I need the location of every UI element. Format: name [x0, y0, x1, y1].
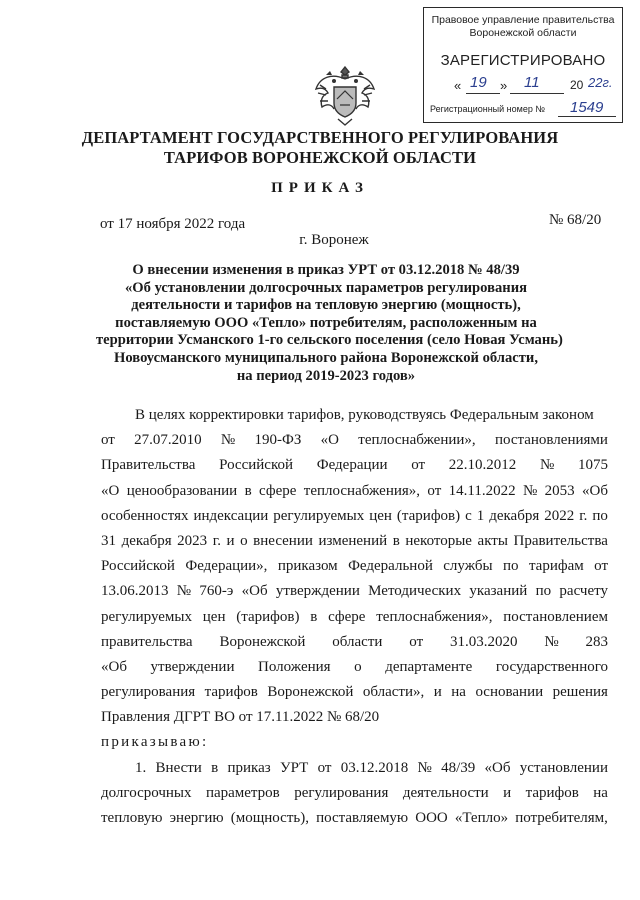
body-word: Правительства — [513, 532, 608, 549]
department-title — [0, 128, 640, 168]
body-word: о — [240, 532, 248, 549]
stamp-date-year-prefix: 20 — [570, 78, 584, 92]
body-line — [101, 680, 608, 705]
body-word: «Об — [241, 583, 268, 600]
department-title-line-1: ДЕПАРТАМЕНТ ГОСУДАРСТВЕННОГО РЕГУЛИРОВАНИЯ — [81, 128, 559, 147]
subject-line: поставляемую ООО «Тепло» потребителям, расположенным на — [115, 314, 537, 331]
body-word: и — [433, 684, 442, 701]
body-word: теплоснабжения», — [303, 482, 421, 499]
body-word: 31 — [101, 532, 116, 549]
body-word: 760-э — [199, 583, 234, 600]
body-word: декабря — [121, 532, 172, 549]
stamp-date-close-quote: » — [500, 78, 508, 93]
body-word: с — [465, 507, 472, 524]
body-word: 190-ФЗ — [254, 432, 302, 449]
body-word: деятельности — [402, 784, 489, 801]
body-word: № — [176, 583, 192, 600]
body-word: параметров — [205, 784, 280, 801]
subject-line: О внесении изменения в приказ УРТ от 03.12.2018 № 48/39 — [132, 262, 520, 278]
body-word: 1 — [476, 507, 485, 524]
stamp-date-day: 19 — [470, 74, 487, 91]
body-line — [101, 504, 608, 529]
body-word: приказом — [277, 558, 338, 575]
body-word: Положения — [258, 658, 331, 675]
body-word: от — [101, 432, 115, 449]
body-word: «Об — [582, 482, 608, 499]
body-word: теплоснабжения», — [376, 608, 493, 625]
body-word: сфере — [259, 482, 297, 499]
body-word: на — [451, 684, 466, 701]
stamp-org-line-2: Воронежской области — [469, 27, 577, 39]
body-word: области», — [362, 684, 425, 701]
body-word: «Об — [484, 759, 511, 776]
body-word: утверждении — [150, 658, 235, 675]
body-word: Федерации — [316, 457, 388, 474]
body-word: 31.03.2020 — [449, 633, 518, 650]
body-word: от — [427, 482, 442, 499]
body-word: № — [522, 482, 538, 499]
body-word: внесении — [253, 532, 313, 549]
body-line — [101, 756, 608, 781]
body-line: Правления ДГРТ ВО от 17.11.2022 № 68/20 — [101, 709, 380, 726]
body-word: утверждении — [275, 583, 360, 600]
body-word: регулируемых — [101, 608, 192, 625]
body-word: поставляемую — [316, 810, 409, 826]
body-word: 1075 — [577, 457, 608, 474]
subject-line: «Об установлении долгосрочных параметров регулирования — [124, 279, 527, 296]
stamp-date-month: 11 — [524, 74, 540, 91]
body-word: сфере — [328, 608, 366, 625]
body-word: и — [226, 532, 235, 549]
body-word: особенностях — [101, 507, 189, 524]
body-word: г. — [579, 507, 588, 524]
body-word: 22.10.2012 — [448, 457, 517, 474]
body-word: Методических — [368, 583, 462, 600]
body-word: регулирования — [101, 684, 196, 701]
body-word: в — [211, 759, 219, 776]
body-line — [101, 605, 608, 630]
body-line — [101, 479, 608, 504]
body-word: правительства — [101, 633, 193, 650]
body-word: Российской — [219, 457, 294, 474]
body-word: некоторые — [405, 532, 472, 549]
body-line — [101, 655, 608, 680]
stamp-status: ЗАРЕГИСТРИРОВАНО — [440, 52, 606, 69]
order-number: № 68/20 — [549, 212, 602, 228]
stamp-organization — [424, 14, 622, 40]
body-word: основании — [475, 684, 544, 701]
body-word: № — [539, 457, 555, 474]
stamp-date — [424, 76, 624, 96]
stamp-reg-label: Регистрационный номер № — [430, 104, 546, 114]
body-word: в — [244, 482, 252, 499]
order-city: г. Воронеж — [299, 232, 369, 248]
body-line — [101, 781, 608, 806]
body-word: Федерации», — [185, 558, 268, 575]
body-line — [101, 806, 608, 831]
body-word: постановлениями — [494, 432, 608, 449]
body-word: долгосрочных — [101, 784, 192, 801]
body-word: УРТ — [279, 759, 309, 776]
body-word: «Об — [101, 658, 127, 675]
body-word: (тарифов) — [396, 507, 461, 524]
body-word: государственного — [495, 658, 608, 675]
body-word: указаний — [469, 583, 528, 600]
body-line — [101, 453, 608, 478]
body-word: изменений — [318, 532, 388, 549]
subject-line: Новоусманского муниципального района Воронежской области, — [114, 349, 538, 366]
body-word: постановлением — [503, 608, 608, 625]
body-line — [101, 554, 608, 579]
body-word: и — [503, 784, 512, 801]
body-word: 2053 — [544, 482, 575, 499]
body-word: декабря — [489, 507, 540, 524]
body-word: установлении — [519, 759, 608, 776]
body-word: теплоснабжении», — [358, 432, 476, 449]
body-line — [101, 630, 608, 655]
body-word: г. — [212, 532, 221, 549]
body-line — [101, 579, 608, 604]
body-word: 27.07.2010 — [134, 432, 202, 449]
body-word: 2022 — [544, 507, 575, 524]
order-subject — [96, 262, 563, 385]
body-word: 2023 — [177, 532, 208, 549]
body-word: 283 — [585, 633, 608, 650]
order-date: от 17 ноября 2022 года — [100, 216, 246, 232]
stamp-reg-number: 1549 — [570, 99, 604, 116]
body-word: «О — [320, 432, 340, 449]
stamp-date-day-line — [466, 93, 500, 94]
document-type: ПРИКАЗ — [271, 180, 369, 196]
body-word: от — [594, 558, 608, 575]
body-word: области — [332, 633, 383, 650]
body-word: потребителям, — [515, 810, 608, 826]
body-word: тарифов — [525, 784, 579, 801]
body-word: ценообразовании — [126, 482, 238, 499]
body-word: решения — [552, 684, 608, 701]
body-word: регулирования — [294, 784, 389, 801]
body-word: 14.11.2022 — [448, 482, 516, 499]
body-word: № — [417, 759, 432, 776]
body-word: № — [220, 432, 236, 449]
body-word: тарифам — [528, 558, 584, 575]
subject-line: территории Усманского 1-го сельского поселения (село Новая Усмань) — [96, 332, 563, 349]
body-word: Внести — [155, 759, 202, 776]
body-word: Воронежской — [219, 633, 306, 650]
stamp-date-month-line — [510, 93, 564, 94]
body-word: Российской — [101, 558, 175, 575]
body-line: В целях корректировки тарифов, руководствуясь Федеральным законом — [135, 407, 594, 423]
order-body — [101, 403, 608, 831]
body-word: ООО — [415, 810, 448, 826]
body-word: от — [317, 759, 332, 776]
body-word: 1. — [135, 759, 147, 776]
body-word: 13.06.2013 — [101, 583, 169, 600]
body-word: по — [535, 583, 552, 600]
body-word: от — [411, 457, 426, 474]
body-word: цен — [202, 608, 226, 625]
body-word: Федеральной — [348, 558, 433, 575]
body-word: Правительства — [101, 457, 196, 474]
body-word: приказ — [227, 759, 271, 776]
stamp-reg-line — [558, 116, 616, 117]
body-word: № — [544, 633, 559, 650]
body-word: 03.12.2018 — [340, 759, 409, 776]
stamp-registration — [430, 99, 620, 120]
order-directive: приказываю: — [101, 734, 209, 751]
body-word: энергию — [169, 810, 224, 826]
body-word: расчету — [559, 583, 608, 600]
stamp-date-open-quote: « — [454, 78, 462, 93]
body-word: на — [593, 784, 608, 801]
body-word: индексации — [193, 507, 269, 524]
body-word: в — [392, 532, 400, 549]
body-word: по — [503, 558, 519, 575]
body-word: «Тепло» — [454, 810, 509, 826]
stamp-date-year-suffix: 22г. — [588, 75, 613, 90]
body-word: акты — [477, 532, 508, 549]
body-word: службы — [443, 558, 493, 575]
body-word: (мощность), — [230, 810, 309, 826]
body-word: 48/39 — [441, 759, 476, 776]
body-word: тепловую — [101, 810, 163, 826]
body-word: Воронежской — [267, 684, 354, 701]
body-word: от — [409, 633, 424, 650]
coat-of-arms-icon — [312, 63, 378, 129]
department-title-line-2: ТАРИФОВ ВОРОНЕЖСКОЙ ОБЛАСТИ — [163, 148, 477, 167]
body-word: цен — [369, 507, 392, 524]
body-line — [101, 428, 608, 453]
body-line — [101, 529, 608, 554]
body-word: «О — [101, 482, 120, 499]
body-word: о — [354, 658, 362, 675]
registration-stamp — [423, 7, 623, 123]
body-word: регулируемых — [273, 507, 365, 524]
subject-line: на период 2019-2023 годов» — [236, 367, 416, 384]
body-word: департаменте — [385, 658, 473, 675]
body-word: тарифов — [204, 684, 258, 701]
stamp-org-line-1: Правовое управление правительства — [431, 14, 615, 26]
subject-line: деятельности и тарифов на тепловую энергию (мощность), — [131, 297, 521, 314]
body-word: в — [310, 608, 318, 625]
body-word: (тарифов) — [236, 608, 300, 625]
body-word: по — [592, 507, 608, 524]
